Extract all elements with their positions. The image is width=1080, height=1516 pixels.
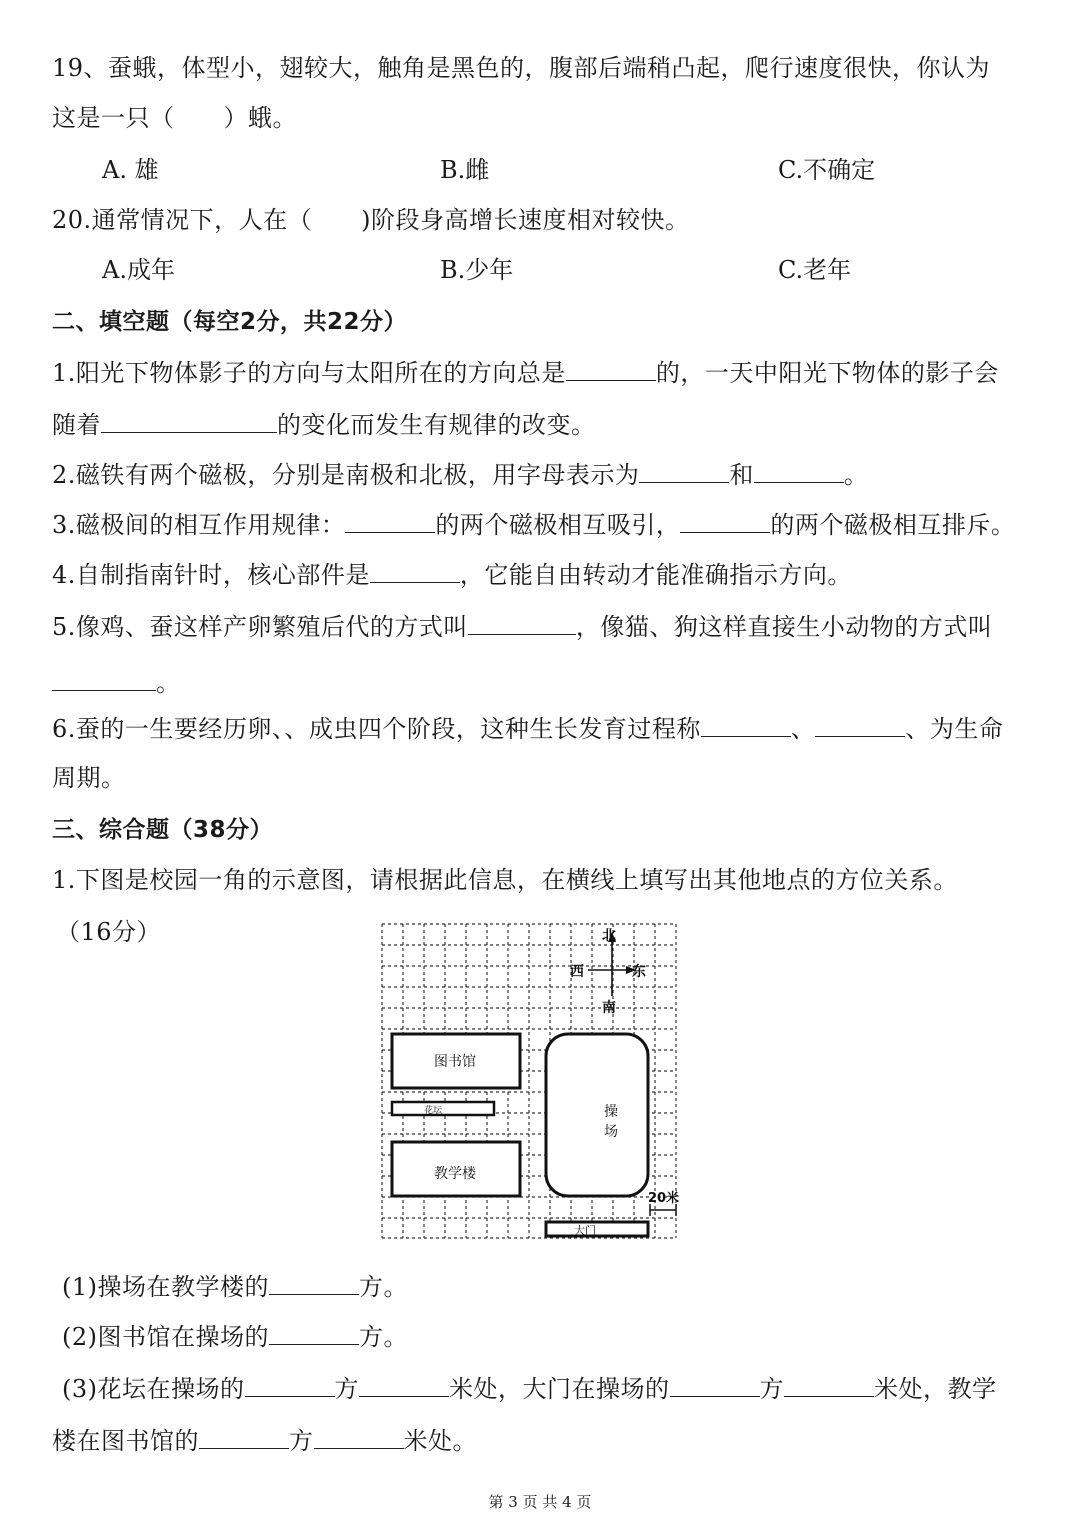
gate-label: 大门: [574, 1224, 596, 1237]
q20-option-c: C.老年: [778, 256, 852, 284]
flowerbed: [392, 1102, 494, 1115]
answer-blank[interactable]: [670, 1372, 760, 1397]
answer-blank[interactable]: [345, 508, 435, 533]
s3-sub1: (1)操场在教学楼的 方。: [62, 1270, 408, 1303]
s2-q6-line1: 6.蚕的一生要经历卵、、成虫四个阶段，这种生长发育过程称 、 、为生命: [52, 712, 1003, 745]
s3-sub2: (2)图书馆在操场的 方。: [62, 1320, 408, 1353]
s2-q3: 3.磁极间的相互作用规律： 的两个磁极相互吸引， 的两个磁极相互排斥。: [52, 508, 1015, 541]
answer-blank[interactable]: [566, 356, 656, 381]
answer-blank[interactable]: [680, 508, 770, 533]
q19-line2: 这是一只（ ）蛾。: [52, 104, 297, 132]
s3-sub3-line2: 楼在图书馆的 方 米处。: [52, 1424, 477, 1457]
library-label: 图书馆: [434, 1054, 476, 1070]
s3-sub3-line1: (3)花坛在操场的 方 米处，大门在操场的 方 米处，教学: [62, 1372, 997, 1405]
s3-q1-score: （16分）: [56, 918, 162, 946]
s2-q2: 2.磁铁有两个磁极，分别是南极和北极，用字母表示为 和 。: [52, 458, 868, 491]
answer-blank[interactable]: [701, 712, 791, 737]
s2-q5-line2: 。: [52, 666, 181, 699]
playground-label-2: 场: [604, 1124, 618, 1140]
answer-blank[interactable]: [199, 1424, 289, 1449]
section2-title: 二、填空题（每空2分，共22分）: [52, 309, 408, 335]
answer-blank[interactable]: [784, 1372, 874, 1397]
answer-blank[interactable]: [468, 610, 576, 635]
q20-line1: 20.通常情况下，人在（ )阶段身高增长速度相对较快。: [52, 206, 690, 234]
scale-label: 20米: [648, 1191, 680, 1206]
s2-q6-line2: 周期。: [52, 764, 126, 792]
s2-q1-line1: 1.阳光下物体影子的方向与太阳所在的方向总是 的，一天中阳光下物体的影子会: [52, 356, 999, 389]
compass-east-label: 东: [632, 964, 646, 980]
s2-q4: 4.自制指南针时，核心部件是 ，它能自由转动才能准确指示方向。: [52, 558, 852, 591]
compass-north-label: 北: [602, 928, 616, 944]
playground-label-1: 操: [604, 1104, 618, 1120]
flowerbed-label: 花坛: [424, 1106, 443, 1116]
answer-blank[interactable]: [370, 558, 460, 583]
answer-blank[interactable]: [101, 408, 277, 433]
answer-blank[interactable]: [359, 1372, 449, 1397]
answer-blank[interactable]: [245, 1372, 335, 1397]
section3-title: 三、综合题（38分）: [52, 817, 274, 843]
gate: [546, 1222, 648, 1236]
playground: [546, 1034, 648, 1196]
compass-west-label: 西: [570, 964, 584, 980]
q19-line1: 19、蚕蛾，体型小，翅较大，触角是黑色的，腹部后端稍凸起，爬行速度很快，你认为: [52, 54, 991, 82]
compass-south-label: 南: [602, 1000, 616, 1016]
q19-option-b: B.雌: [440, 156, 490, 184]
answer-blank[interactable]: [815, 712, 905, 737]
answer-blank[interactable]: [269, 1270, 359, 1295]
page-footer: 第 3 页 共 4 页: [488, 1493, 592, 1511]
answer-blank[interactable]: [269, 1320, 359, 1345]
q19-option-a: A. 雄: [102, 156, 159, 184]
answer-blank[interactable]: [52, 666, 156, 691]
s2-q5-line1: 5.像鸡、蚕这样产卵繁殖后代的方式叫 ，像猫、狗这样直接生小动物的方式叫: [52, 610, 992, 643]
answer-blank[interactable]: [639, 458, 729, 483]
s3-q1-text: 1.下图是校园一角的示意图，请根据此信息，在横线上填写出其他地点的方位关系。: [52, 866, 958, 894]
campus-map: [378, 920, 680, 1242]
q19-option-c: C.不确定: [778, 156, 876, 184]
answer-blank[interactable]: [314, 1424, 404, 1449]
q20-option-b: B.少年: [440, 256, 514, 284]
teaching-building-label: 教学楼: [434, 1166, 476, 1182]
answer-blank[interactable]: [754, 458, 844, 483]
s2-q1-line2: 随着 的变化而发生有规律的改变。: [52, 408, 596, 441]
q20-option-a: A.成年: [102, 256, 175, 284]
